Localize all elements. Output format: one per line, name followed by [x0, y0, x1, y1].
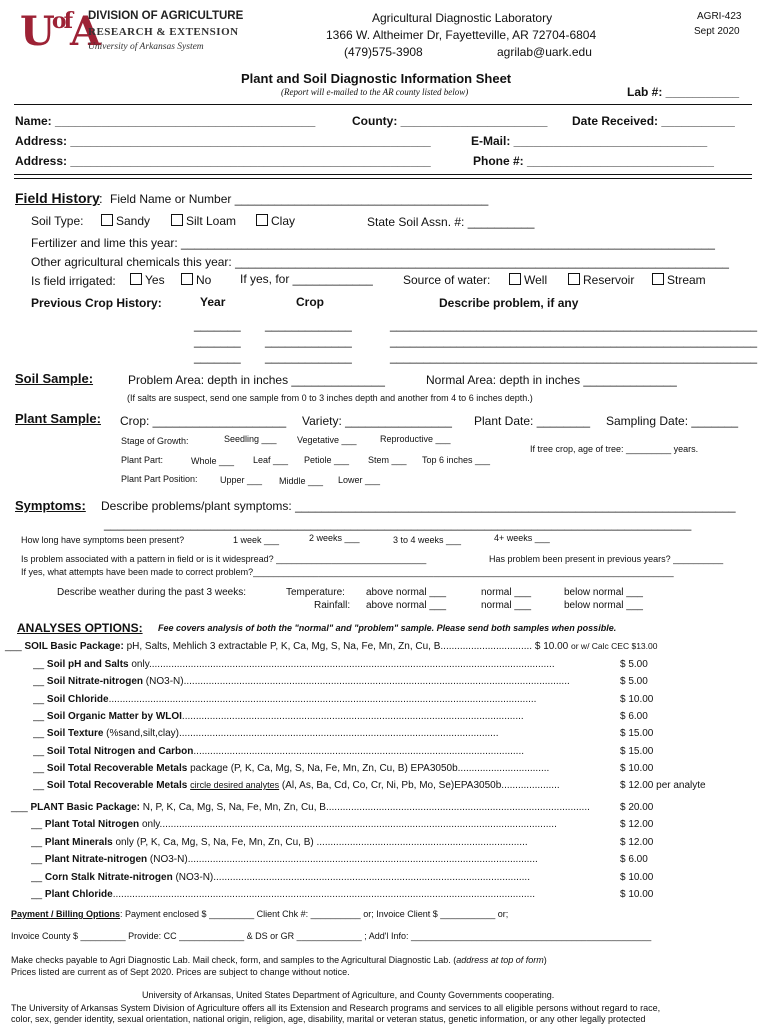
water-reservoir-option[interactable]: Reservoir: [568, 273, 634, 287]
stage-vegetative-field[interactable]: Vegetative ___: [297, 435, 357, 445]
name-field[interactable]: Name: _______________________________________: [15, 114, 316, 128]
duration-4plus-weeks-field[interactable]: 4+ weeks ___: [494, 533, 550, 543]
checkbox-icon[interactable]: [256, 214, 268, 226]
soil-item-row[interactable]: __ Soil Texture (%sand,silt,clay)...................................................................................................................: [33, 728, 499, 740]
soil-item-row[interactable]: __ Soil Total Recoverable Metals package (P, K, Ca, Mg, S, Na, Fe, Mn, Zn, Cu, B) EPA3050b.................................: [33, 762, 550, 774]
soil-item-row[interactable]: __ Soil Total Nitrogen and Carbon.......................................................................................................................: [33, 745, 525, 757]
sampling-date-field[interactable]: Sampling Date: _______: [606, 414, 739, 428]
checkbox-icon[interactable]: [171, 214, 183, 226]
position-middle-field[interactable]: Middle ___: [279, 476, 324, 486]
temperature-label: Temperature:: [286, 587, 345, 598]
col-problem-header: Describe problem, if any: [439, 296, 579, 310]
symptoms-heading: Symptoms:: [15, 498, 86, 513]
attempts-field[interactable]: If yes, what attempts have been made to correct problem?____________________________________________________________________________________: [21, 567, 674, 577]
plant-item-price: $ 12.00: [620, 836, 654, 848]
temp-above-field[interactable]: above normal ___: [366, 587, 447, 598]
water-stream-option[interactable]: Stream: [652, 273, 706, 287]
crop-problem-1[interactable]: _______________________________________________________: [390, 318, 758, 332]
sandy-option[interactable]: Sandy: [101, 214, 150, 228]
analyses-note: Fee covers analysis of both the "normal" and "problem" sample. Please send both samples when possible.: [158, 623, 617, 633]
uofa-logo-mark: $U^{of}A$: [20, 8, 99, 55]
soil-item-price: $ 15.00: [620, 728, 654, 740]
part-top6-field[interactable]: Top 6 inches ___: [422, 455, 491, 465]
other-chemicals-field[interactable]: Other agricultural chemicals this year: __________________________________________________________________________: [31, 255, 729, 269]
stage-seedling-field[interactable]: Seedling ___: [224, 434, 277, 444]
plant-part-label: Plant Part:: [121, 455, 164, 465]
tree-age-field[interactable]: If tree crop, age of tree: _________ years.: [530, 444, 699, 454]
rain-above-field[interactable]: above normal ___: [366, 600, 447, 611]
logo-line-university: University of Arkansas System: [88, 42, 204, 52]
lab-name: Agricultural Diagnostic Laboratory: [372, 11, 553, 25]
payment-line-2[interactable]: Invoice County $ _________ Provide: CC _____________ & DS or GR _____________ ; Add'l Info: ________________________________________________: [11, 931, 652, 941]
stage-reproductive-field[interactable]: Reproductive ___: [380, 434, 451, 444]
plant-item-price: $ 10.00: [620, 889, 654, 900]
temp-below-field[interactable]: below normal ___: [564, 587, 643, 598]
position-lower-field[interactable]: Lower ___: [338, 475, 381, 485]
address2-field[interactable]: Address: ______________________________________________________: [15, 154, 431, 168]
irrigated-duration-field[interactable]: If yes, for ____________: [240, 272, 373, 286]
plant-item-price: $ 10.00: [620, 871, 654, 883]
symptoms-describe-field[interactable]: Describe problems/plant symptoms: __________________________________________________________________: [101, 499, 736, 513]
soil-item-row[interactable]: __ Soil pH and Salts only..................................................................................................................................................: [33, 659, 555, 670]
footer-cooperating: University of Arkansas, United States Department of Agriculture, and County Governments cooperating.: [142, 990, 555, 1000]
water-source-label: Source of water:: [403, 273, 491, 287]
plant-package-blank[interactable]: ___ PLANT Basic Package: N, P, K, Ca, Mg, S, Na, Fe, Mn, Zn, Cu, B...............................................................................................: [11, 802, 590, 813]
col-crop-header: Crop: [296, 295, 324, 309]
checkbox-icon[interactable]: [652, 273, 664, 285]
irrigated-label: Is field irrigated:: [31, 274, 116, 288]
plant-part-position-label: Plant Part Position:: [121, 474, 198, 484]
checkbox-icon[interactable]: [509, 273, 521, 285]
clay-option[interactable]: Clay: [256, 214, 295, 228]
soil-item-price: $ 5.00: [620, 659, 648, 670]
plant-item-row[interactable]: __ Plant Nitrate-nitrogen (NO3-N)..............................................................................................................................: [31, 854, 538, 865]
crop-year-2[interactable]: _______: [194, 334, 241, 348]
water-well-option[interactable]: Well: [509, 273, 547, 287]
soil-package-blank[interactable]: ___ SOIL Basic Package: pH, Salts, Mehlich 3 extractable P, K, Ca, Mg, S, Na, Fe, Mn, Zn, Cu, B................................. $ 10.00 or w/ Calc CEC $13.00: [5, 641, 658, 652]
soil-item-price: $ 10.00: [620, 693, 654, 705]
soil-type-label: Soil Type:: [31, 214, 84, 228]
soil-sample-note: (If salts are suspect, send one sample from 0 to 3 inches depth and another from 4 to 6 inches depth.): [127, 393, 533, 403]
soil-item-row[interactable]: __ Soil Chloride..........................................................................................................................................................: [33, 693, 537, 705]
variety-field[interactable]: Variety: ________________: [302, 414, 452, 428]
symptoms-line2-field[interactable]: ________________________________________________________________________________________: [104, 517, 692, 531]
footer-checks: Make checks payable to Agri Diagnostic Lab. Mail check, form, and samples to the Agricultural Diagnostic Lab. (address at top of form): [11, 955, 547, 965]
crop-name-2[interactable]: _____________: [265, 334, 352, 348]
email-field[interactable]: E-Mail: _____________________________: [471, 134, 708, 148]
soil-item-row[interactable]: __ Soil Total Recoverable Metals circle desired analytes (Al, As, Ba, Cd, Co, Cr, Ni, Pb, Mo, Se)EPA3050b.....................: [33, 780, 560, 792]
plant-item-row[interactable]: __ Plant Chloride........................................................................................................................................................: [31, 889, 536, 900]
part-petiole-field[interactable]: Petiole ___: [304, 455, 350, 465]
rainfall-label: Rainfall:: [314, 600, 351, 611]
fertilizer-field[interactable]: Fertilizer and lime this year: ________________________________________________________________________________: [31, 236, 715, 250]
temp-normal-field[interactable]: normal ___: [481, 587, 532, 598]
soil-item-price: $ 6.00: [620, 710, 648, 722]
soil-item-price: $ 5.00: [620, 676, 648, 688]
stage-of-growth-label: Stage of Growth:: [121, 436, 189, 446]
problem-area-depth-field[interactable]: Problem Area: depth in inches ______________: [128, 373, 385, 387]
crop-field[interactable]: Crop: ____________________: [120, 414, 287, 428]
duration-1-week-field[interactable]: 1 week ___: [233, 535, 280, 545]
lab-address: 1366 W. Altheimer Dr, Fayetteville, AR 72704-6804: [326, 28, 597, 42]
soil-item-price: $ 15.00: [620, 745, 654, 757]
lab-number-field[interactable]: Lab #: ___________: [627, 85, 740, 99]
page-subtitle: (Report will e-mailed to the AR county listed below): [281, 87, 469, 97]
payment-line-1[interactable]: Payment / Billing Options: Payment enclosed $ _________ Client Chk #: __________ or; Invoice Client $ ___________ or;: [11, 909, 509, 919]
state-soil-field[interactable]: State Soil Assn. #: __________: [367, 215, 535, 229]
previous-crop-label: Previous Crop History:: [31, 296, 162, 310]
rain-normal-field[interactable]: normal ___: [481, 600, 532, 611]
crop-problem-2[interactable]: _______________________________________________________: [390, 334, 758, 348]
previous-years-field[interactable]: Has problem been present in previous years? __________: [489, 554, 724, 564]
footer-prices: Prices listed are current as of Sept 2020. Prices are subject to change without notice.: [11, 967, 350, 977]
soil-sample-heading: Soil Sample:: [15, 371, 94, 386]
part-whole-field[interactable]: Whole ___: [191, 456, 235, 466]
soil-item-row[interactable]: __ Soil Organic Matter by WLOI...........................................................................................................................: [33, 710, 524, 722]
plant-item-row[interactable]: __ Plant Minerals only (P, K, Ca, Mg, S, Na, Fe, Mn, Zn, Cu, B) ............................................................................: [31, 836, 528, 848]
soil-item-row[interactable]: __ Soil Nitrate-nitrogen (NO3-N)...........................................................................................................................................: [33, 676, 570, 688]
plant-item-price: $ 12.00: [620, 819, 654, 830]
form-date: Sept 2020: [694, 26, 740, 37]
field-name-field[interactable]: Field Name or Number ______________________________________: [110, 192, 489, 206]
phone-field[interactable]: Phone #: ____________________________: [473, 154, 714, 168]
logo-line-research: RESEARCH & EXTENSION: [88, 26, 239, 38]
checkbox-icon[interactable]: [101, 214, 113, 226]
pattern-field[interactable]: Is problem associated with a pattern in field or is it widespread? ______________________________: [21, 554, 427, 564]
part-leaf-field[interactable]: Leaf ___: [253, 455, 289, 465]
logo-line-division: DIVISION OF AGRICULTURE: [88, 10, 244, 22]
crop-year-1[interactable]: _______: [194, 318, 241, 332]
footer-equal-opportunity-1: The University of Arkansas System Division of Agriculture offers all its Extension and Research programs and services to all eligible persons without regard to race,: [11, 1003, 661, 1013]
crop-problem-3[interactable]: _______________________________________________________: [390, 350, 758, 364]
irrigated-no-option[interactable]: No: [181, 273, 211, 287]
checkbox-icon[interactable]: [130, 273, 142, 285]
page-title: Plant and Soil Diagnostic Information Sheet: [241, 71, 512, 86]
lab-phone: (479)575-3908: [344, 45, 423, 59]
address1-field[interactable]: Address: ______________________________________________________: [15, 134, 431, 148]
plant-date-field[interactable]: Plant Date: ________: [474, 414, 591, 428]
checkbox-icon[interactable]: [568, 273, 580, 285]
normal-area-depth-field[interactable]: Normal Area: depth in inches ______________: [426, 373, 677, 387]
duration-2-weeks-field[interactable]: 2 weeks ___: [309, 533, 360, 543]
analyses-heading: ANALYSES OPTIONS:: [17, 621, 143, 635]
checkbox-icon[interactable]: [181, 273, 193, 285]
soil-item-price: $ 12.00 per analyte: [620, 780, 706, 792]
part-stem-field[interactable]: Stem ___: [368, 455, 407, 465]
plant-sample-heading: Plant Sample:: [15, 411, 101, 426]
how-long-label: How long have symptoms been present?: [21, 535, 185, 545]
crop-year-3[interactable]: _______: [194, 350, 241, 364]
lab-email: agrilab@uark.edu: [497, 45, 592, 59]
plant-package-price: $ 20.00: [620, 802, 654, 813]
rain-below-field[interactable]: below normal ___: [564, 600, 643, 611]
date-received-field[interactable]: Date Received: ___________: [572, 114, 735, 128]
duration-3-4-weeks-field[interactable]: 3 to 4 weeks ___: [393, 535, 462, 545]
plant-item-row[interactable]: __ Plant Total Nitrogen only...............................................................................................................................................: [31, 819, 557, 830]
form-id: AGRI-423: [697, 11, 742, 22]
field-history-heading: Field History: [15, 190, 100, 206]
crop-name-3[interactable]: _____________: [265, 350, 352, 364]
soil-item-price: $ 10.00: [620, 762, 654, 774]
col-year-header: Year: [200, 295, 226, 309]
weather-label: Describe weather during the past 3 weeks:: [57, 587, 246, 598]
plant-item-row[interactable]: __ Corn Stalk Nitrate-nitrogen (NO3-N)..................................................................................................................: [31, 871, 530, 883]
county-field[interactable]: County: ______________________: [352, 114, 548, 128]
silt-loam-option[interactable]: Silt Loam: [171, 214, 236, 228]
position-upper-field[interactable]: Upper ___: [220, 475, 263, 485]
plant-item-price: $ 6.00: [620, 854, 648, 865]
crop-name-1[interactable]: _____________: [265, 318, 352, 332]
footer-equal-opportunity-2: color, sex, gender identity, sexual orientation, national origin, religion, age, disability, marital or veteran status, genetic information, or any other legally protected: [11, 1014, 646, 1024]
irrigated-yes-option[interactable]: Yes: [130, 273, 165, 287]
